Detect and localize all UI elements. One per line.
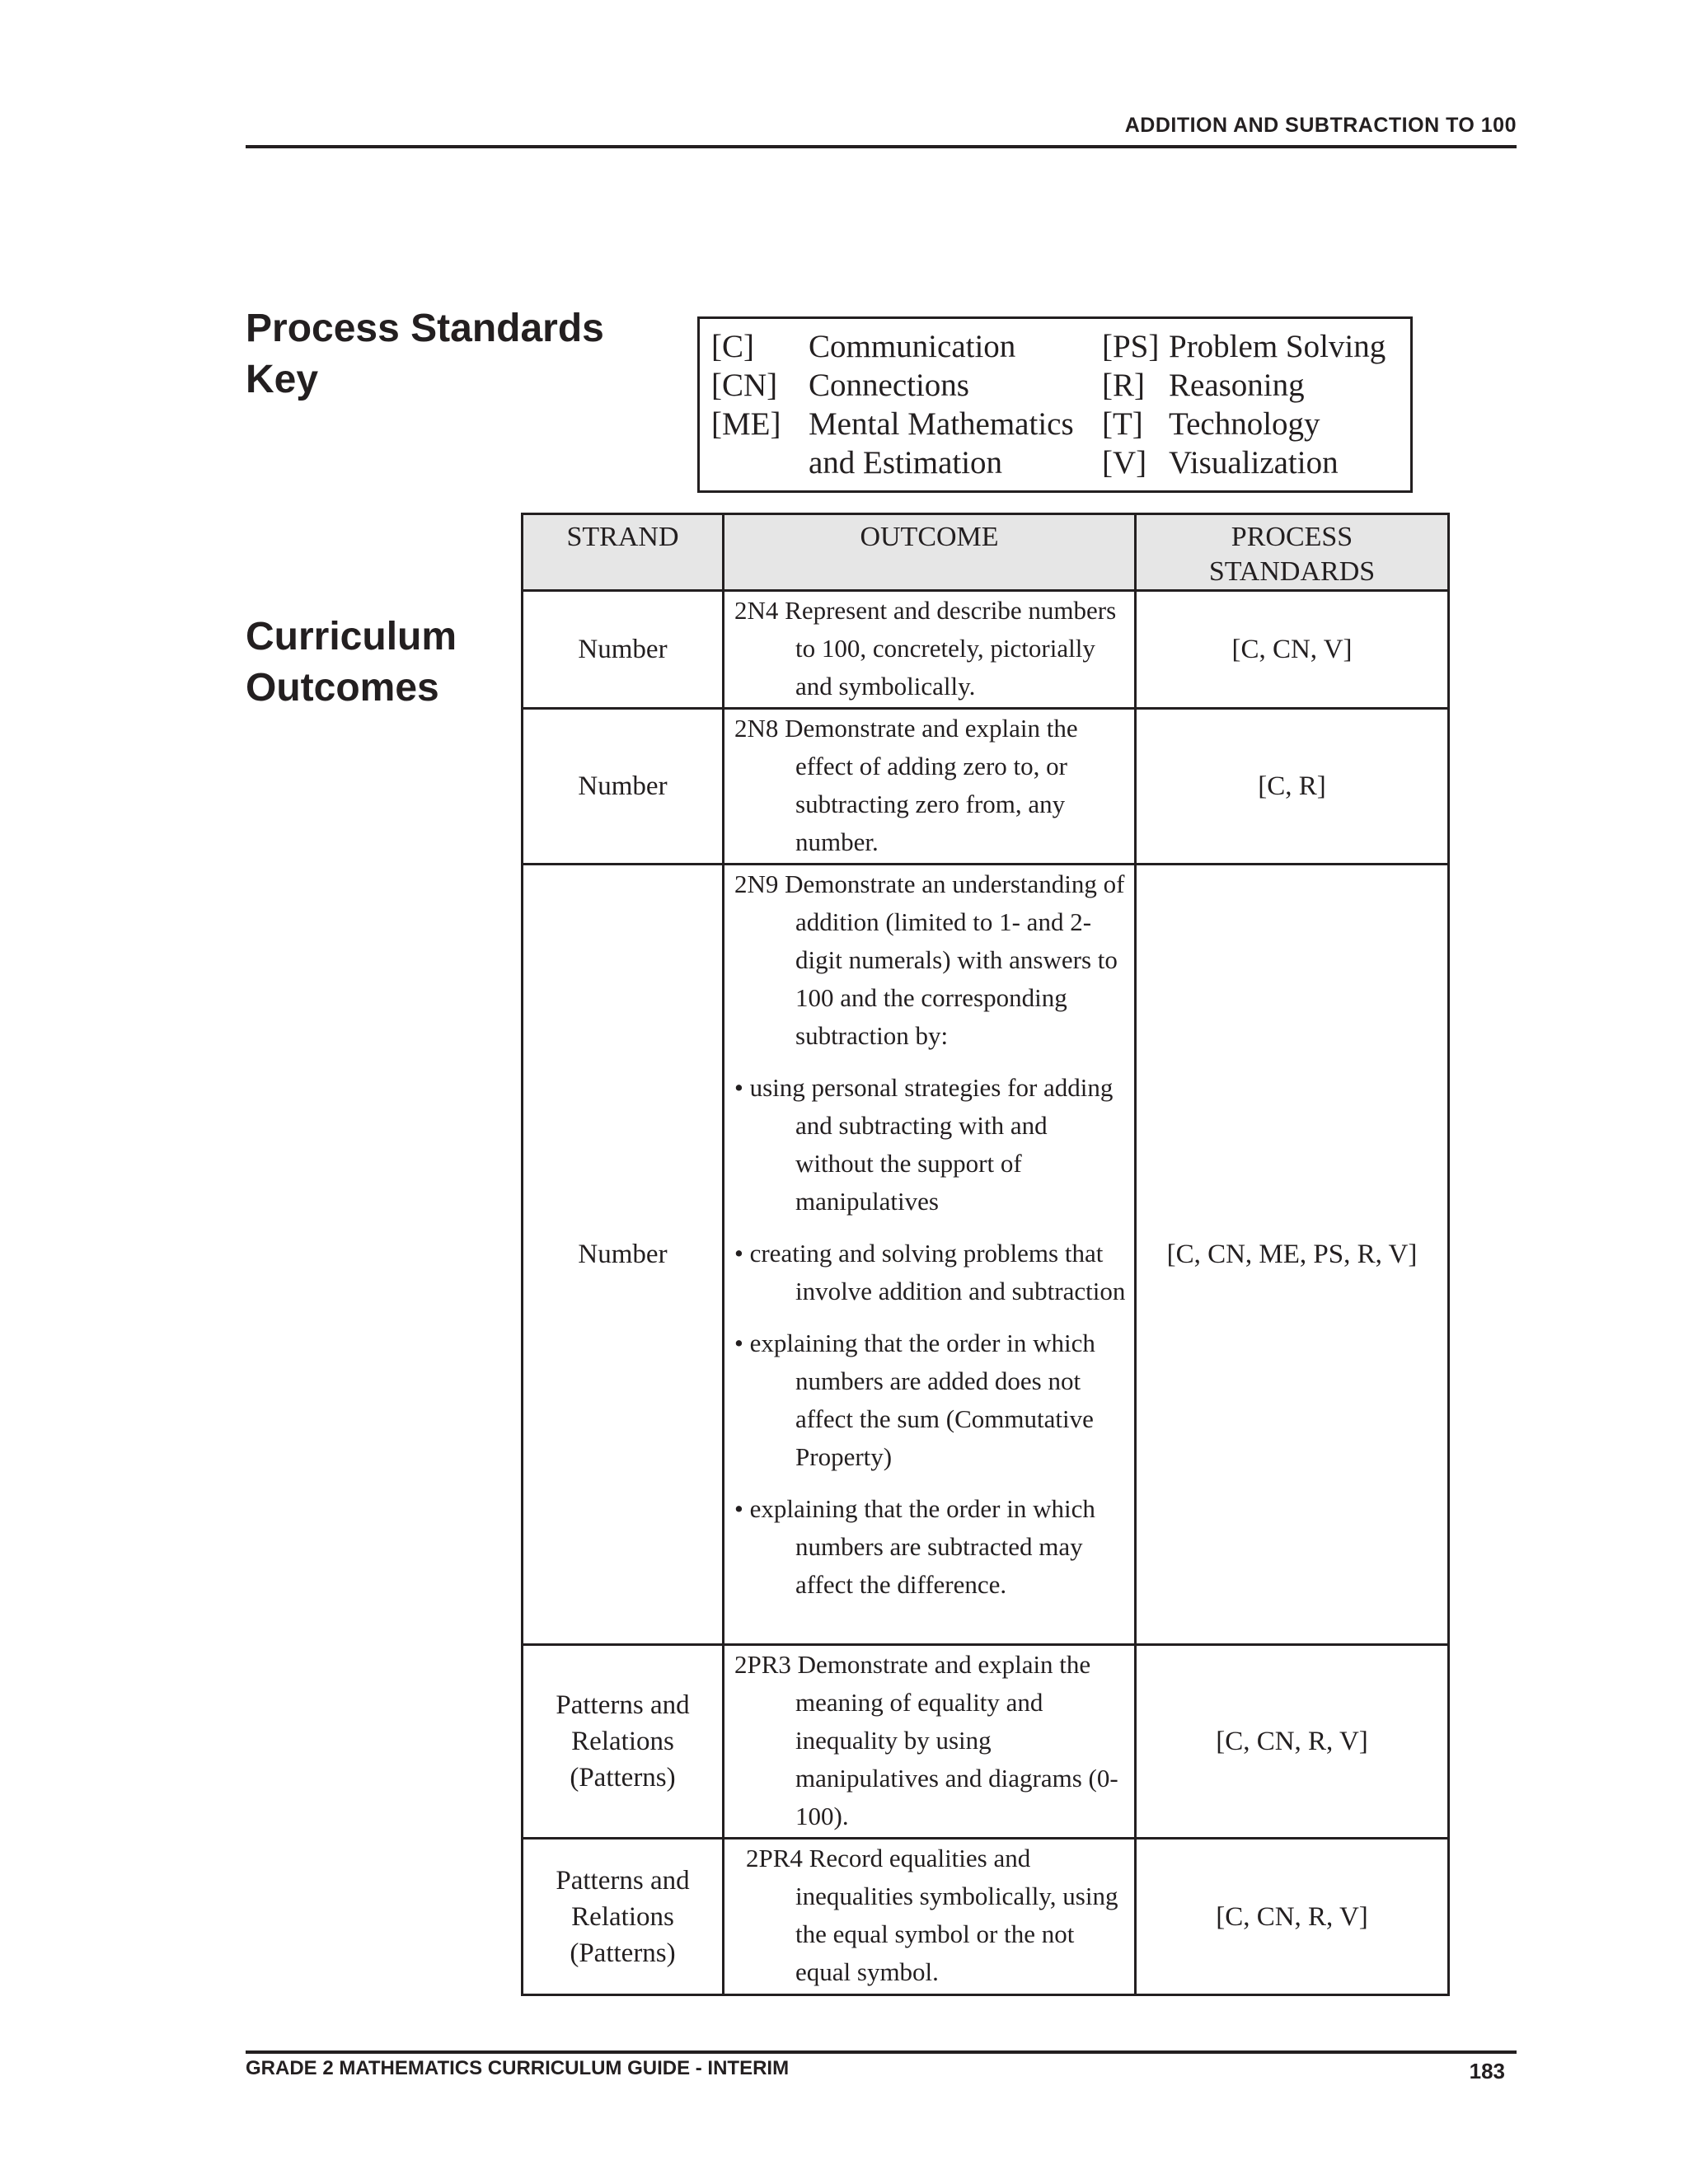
outcome-bullet: • explaining that the order in which numbers are added does not affect the sum (Commutative Property) <box>734 1329 1095 1471</box>
key-row <box>700 327 1410 367</box>
footer-title: GRADE 2 MATHEMATICS CURRICULUM GUIDE - INTERIM <box>246 2057 790 2079</box>
strand-text: Number <box>578 1240 668 1269</box>
process-standards-key-heading <box>246 303 604 405</box>
key-row <box>700 405 1410 444</box>
curriculum-outcomes-table <box>521 513 1450 1996</box>
heading-line: Curriculum <box>246 615 457 658</box>
key-abbr: [ME] <box>711 406 781 442</box>
outcome-column-header: OUTCOME <box>724 514 1136 591</box>
strand-text: (Patterns) <box>570 1763 676 1793</box>
key-label: Technology <box>1169 406 1320 442</box>
outcome-bullet: • creating and solving problems that involve addition and subtraction <box>734 1239 1126 1305</box>
outcome-cell <box>724 1645 1136 1839</box>
key-label: Problem Solving <box>1169 329 1386 364</box>
running-header-title: ADDITION AND SUBTRACTION TO 100 <box>1124 114 1517 137</box>
strand-cell <box>523 1645 724 1839</box>
curriculum-outcomes-heading <box>246 612 457 714</box>
strand-text: Patterns and <box>556 1690 690 1720</box>
strand-text: Relations <box>571 1727 674 1756</box>
strand-text: Number <box>578 771 668 801</box>
key-label: and Estimation <box>809 445 1003 480</box>
outcome-text: 2N8 Demonstrate and explain the effect of adding zero to, or subtracting zero from, any number. <box>734 714 1078 856</box>
key-row <box>700 366 1410 405</box>
strand-text: (Patterns) <box>570 1938 676 1968</box>
key-label: Mental Mathematics <box>809 406 1074 442</box>
key-abbr: [CN] <box>711 368 778 403</box>
table-header-row <box>523 514 1449 591</box>
footer-rule <box>246 2050 1517 2054</box>
process-standards-cell: [C, CN, V] <box>1136 591 1449 709</box>
heading-line: Process Standards <box>246 307 604 350</box>
table-row <box>523 865 1449 1645</box>
strand-text: Number <box>578 635 668 664</box>
header-line: STANDARDS <box>1208 556 1376 587</box>
process-standards-cell: [C, R] <box>1136 709 1449 865</box>
outcome-text: 2PR3 Demonstrate and explain the meaning of equality and inequality by using manipulatives and diagrams (0-100). <box>734 1650 1118 1830</box>
outcome-text: 2PR4 Record equalities and inequalities symbolically, using the equal symbol or the not equal symbol. <box>746 1844 1118 1986</box>
strand-cell <box>523 865 724 1645</box>
outcome-cell <box>724 591 1136 709</box>
table-row <box>523 1839 1449 1995</box>
table-row <box>523 591 1449 709</box>
strand-cell <box>523 709 724 865</box>
outcome-cell <box>724 865 1136 1645</box>
key-label: Visualization <box>1169 445 1339 480</box>
process-standards-cell: [C, CN, R, V] <box>1136 1645 1449 1839</box>
outcome-cell <box>724 1839 1136 1995</box>
strand-cell <box>523 1839 724 1995</box>
outcome-cell <box>724 709 1136 865</box>
strand-cell <box>523 591 724 709</box>
table-row <box>523 1645 1449 1839</box>
key-row <box>700 443 1410 483</box>
key-abbr: [V] <box>1102 445 1147 480</box>
outcome-text: 2N4 Represent and describe numbers to 100, concretely, pictorially and symbolically. <box>734 596 1117 701</box>
outcome-bullet: • explaining that the order in which numbers are subtracted may affect the difference. <box>734 1494 1095 1599</box>
strand-text: Relations <box>571 1901 674 1932</box>
process-standards-cell: [C, CN, ME, PS, R, V] <box>1136 865 1449 1645</box>
header-line: PROCESS <box>1231 522 1353 552</box>
key-label: Reasoning <box>1169 368 1305 403</box>
heading-line: Key <box>246 358 319 401</box>
table-row <box>523 709 1449 865</box>
page-number: 183 <box>1469 2059 1505 2083</box>
key-abbr: [C] <box>711 329 754 364</box>
key-abbr: [PS] <box>1102 329 1160 364</box>
heading-line: Outcomes <box>246 666 439 710</box>
process-standards-key-box <box>697 316 1413 493</box>
key-label: Connections <box>809 368 969 403</box>
strand-column-header: STRAND <box>523 514 724 591</box>
running-header <box>246 114 1517 148</box>
outcome-text: 2N9 Demonstrate an understanding of addition (limited to 1- and 2-digit numerals) with answers to 100 and the corresponding subtraction by: <box>734 869 1125 1050</box>
process-standards-column-header <box>1136 514 1449 591</box>
strand-text: Patterns and <box>556 1865 690 1896</box>
outcome-bullet: • using personal strategies for adding and subtracting with and without the support of manipulatives <box>734 1073 1114 1216</box>
process-standards-cell: [C, CN, R, V] <box>1136 1839 1449 1995</box>
key-abbr: [T] <box>1102 406 1143 442</box>
key-abbr: [R] <box>1102 368 1145 403</box>
key-label: Communication <box>809 329 1016 364</box>
